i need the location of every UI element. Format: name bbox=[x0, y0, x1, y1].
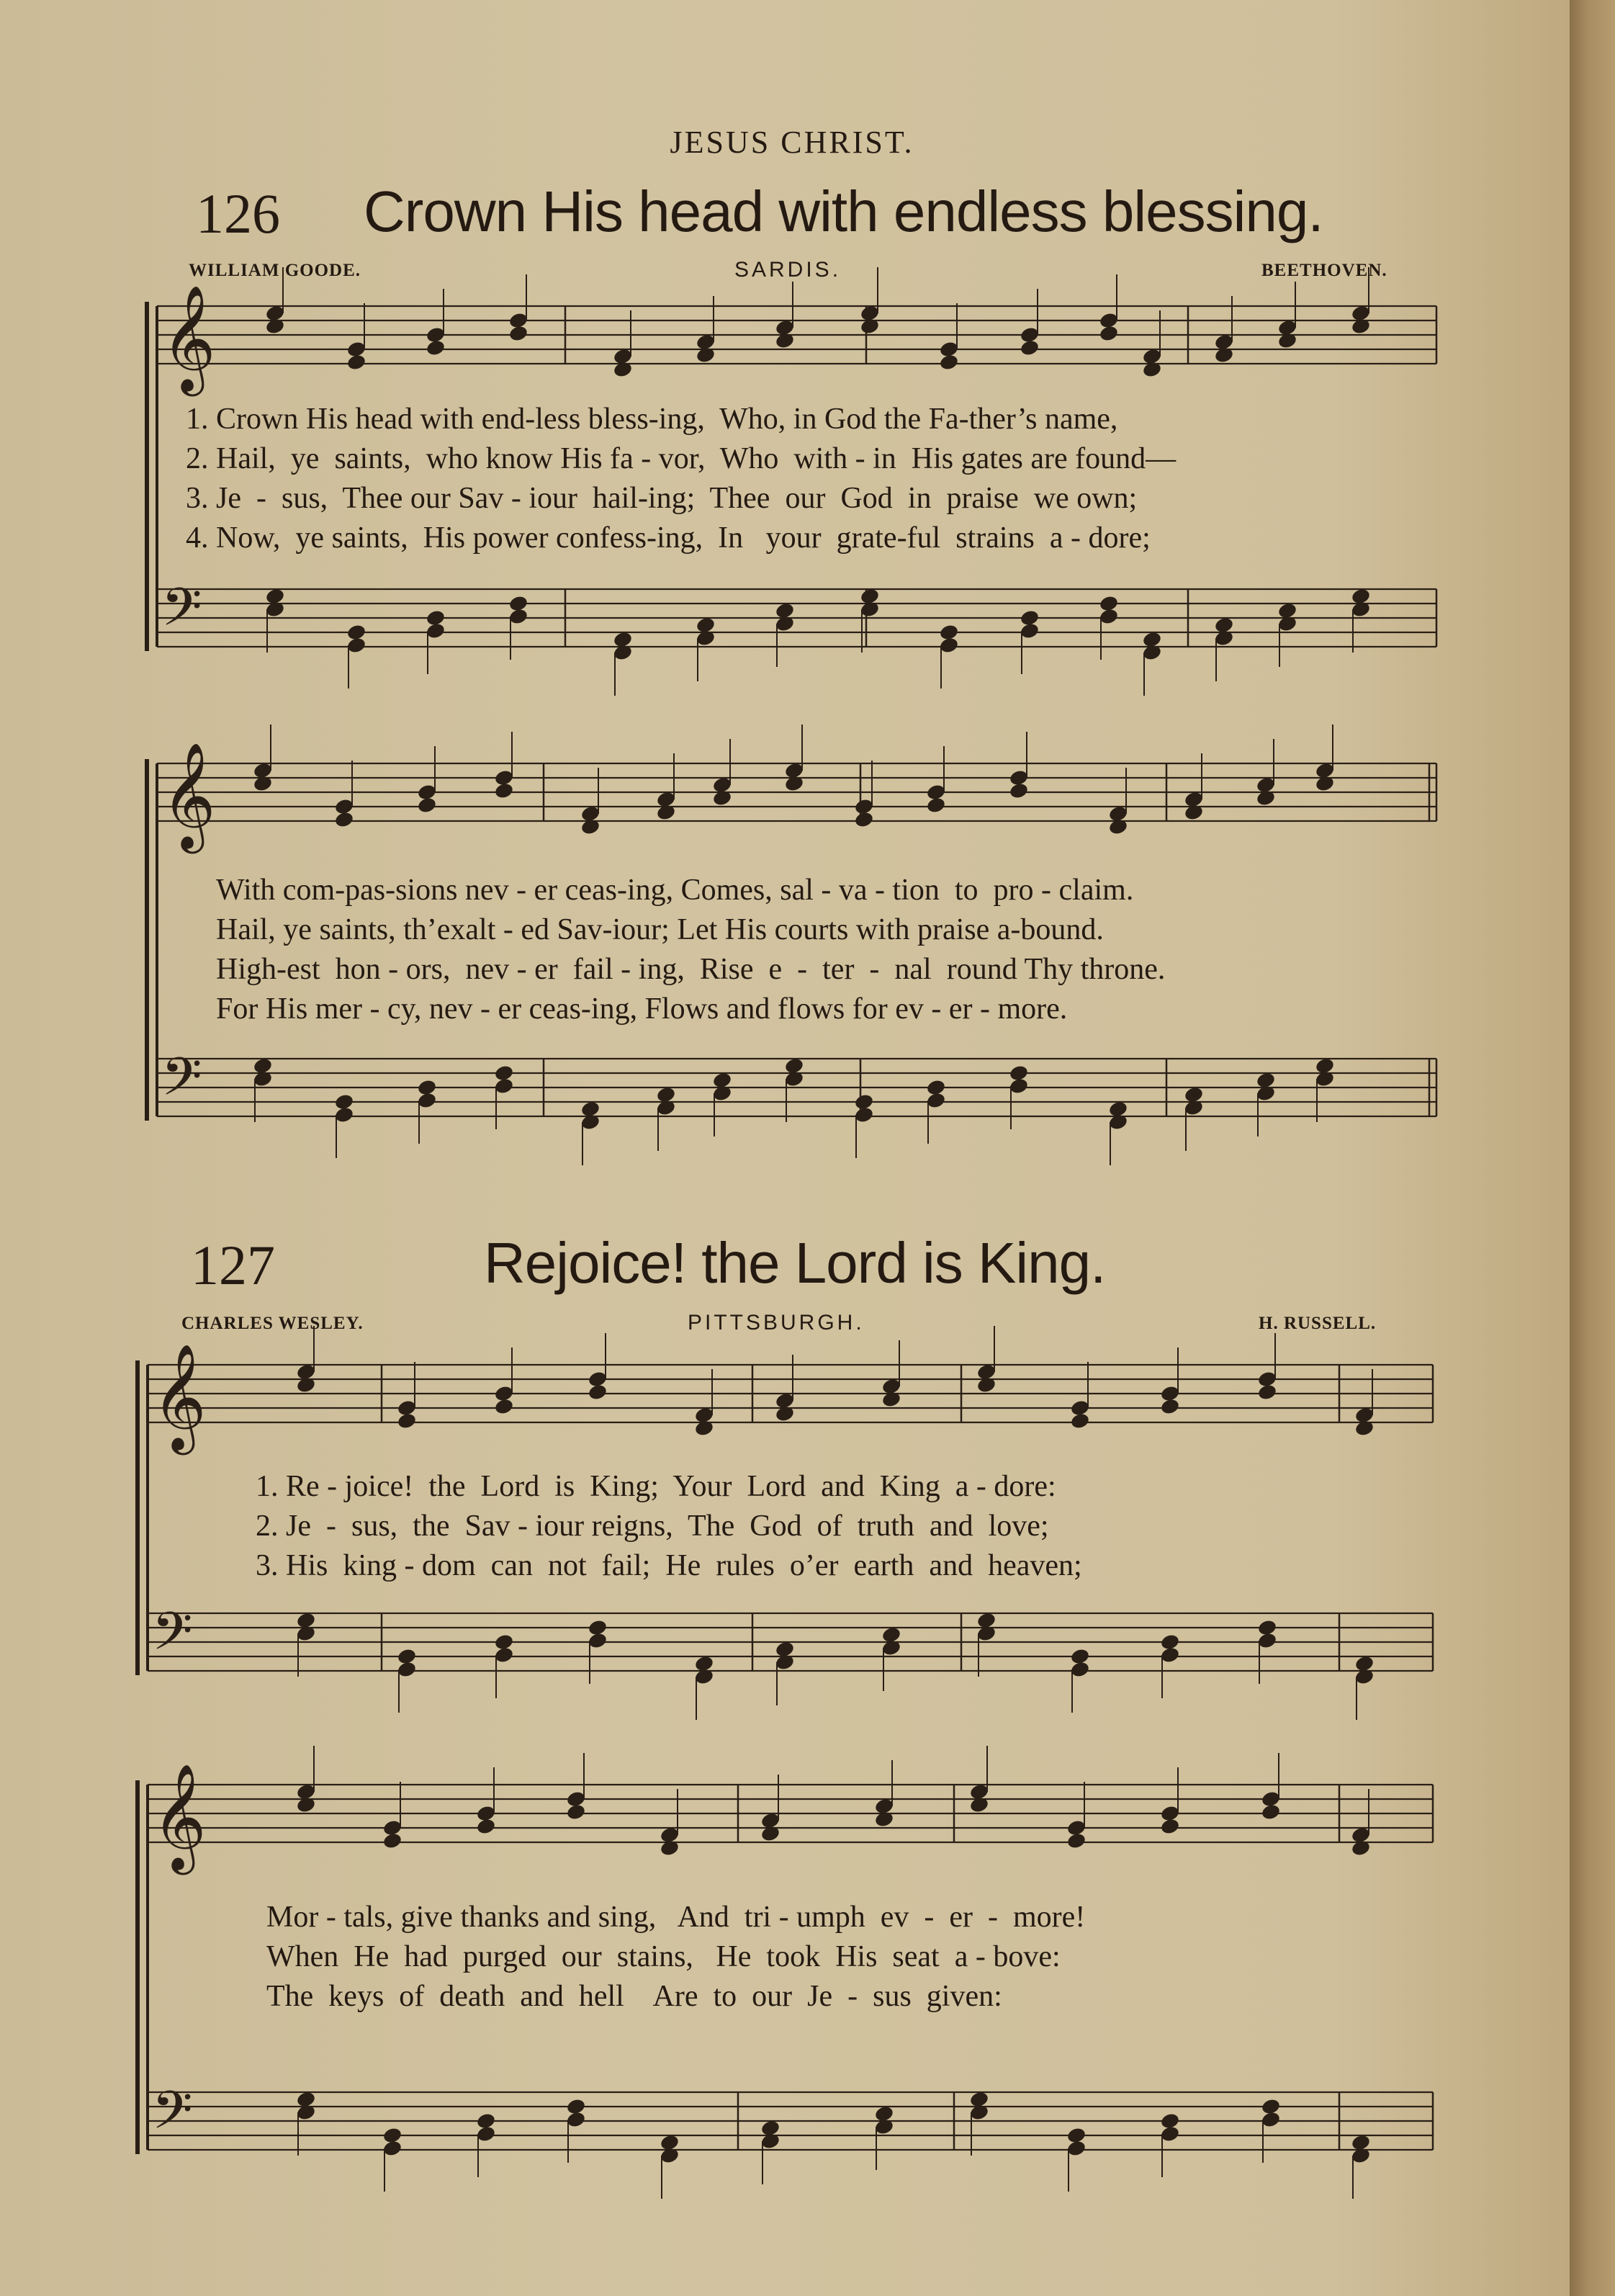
hymn-127-system-2-treble-note bbox=[1261, 1803, 1282, 1821]
hymn-126-composer: BEETHOVEN. bbox=[1261, 261, 1387, 280]
hymn-127-verse-line-2: 2. Je - sus, the Sav - iour reigns, The God of truth and love; bbox=[256, 1510, 1049, 1543]
hymn-127-title: Rejoice! the Lord is King. bbox=[484, 1231, 1106, 1295]
section-heading: JESUS CHRIST. bbox=[670, 125, 914, 160]
hymn-126-refrain-line-1: With com-pas-sions nev - er ceas-ing, Comes, sal - va - tion to pro - claim. bbox=[216, 874, 1134, 907]
hymn-126-system-2-treble-note bbox=[334, 810, 355, 828]
hymn-126-system-2-treble-note bbox=[417, 796, 438, 814]
hymn-126-system-1-treble-note bbox=[1099, 324, 1120, 342]
hymn-127-system-1-treble-note bbox=[1070, 1412, 1091, 1430]
hymn-126-verse-line-1: 1. Crown His head with end-less bless-ing, Who, in God the Fa-ther’s name, bbox=[186, 403, 1118, 436]
hymn-127-refrain-line-3: The keys of death and hell Are to our Je - sus given: bbox=[266, 1980, 1002, 2013]
hymn-126-verse-line-3: 3. Je - sus, Thee our Sav - iour hail-ing; Thee our God in praise we own; bbox=[186, 482, 1138, 515]
hymn-127-system-2-treble-clef: 𝄞 bbox=[152, 1763, 207, 1870]
hymn-126-system-2-treble-note bbox=[854, 810, 875, 828]
hymn-126-system-2-treble-note bbox=[1009, 781, 1030, 799]
hymn-127-composer: H. RUSSELL. bbox=[1259, 1314, 1377, 1333]
hymn-126-refrain-line-2: Hail, ye saints, th’exalt - ed Sav-iour; Let His courts with praise a-bound. bbox=[216, 913, 1104, 946]
hymn-126-system-2-treble-note bbox=[494, 781, 515, 799]
hymn-127-number: 127 bbox=[191, 1234, 275, 1296]
hymn-127-system-2-bass-clef: 𝄢 bbox=[152, 2079, 193, 2153]
hymn-127-system-1-treble-note bbox=[588, 1383, 608, 1401]
hymn-127-verse-line-1: 1. Re - joice! the Lord is King; Your Lord and King a - dore: bbox=[256, 1470, 1056, 1503]
hymn-127-system-1-treble-note bbox=[397, 1412, 418, 1430]
hymn-126-system-2-treble-clef: 𝄞 bbox=[161, 742, 216, 849]
hymn-126-number: 126 bbox=[196, 182, 280, 245]
hymn-126-system-2-treble-note bbox=[926, 796, 947, 814]
hymn-127-system-1-treble-clef: 𝄞 bbox=[152, 1343, 207, 1450]
hymn-127-tune: PITTSBURGH. bbox=[688, 1311, 865, 1335]
hymn-127-system-2-treble-note bbox=[566, 1803, 587, 1821]
hymn-126-system-1-treble-note bbox=[1020, 338, 1040, 356]
hymn-127-system-2-treble-note bbox=[1066, 1831, 1087, 1849]
hymn-127-system-1-treble-note bbox=[1257, 1383, 1278, 1401]
hymn-126-system-2-bass-clef: 𝄢 bbox=[161, 1046, 202, 1120]
hymn-126-system-1-treble-note bbox=[426, 338, 446, 356]
hymn-127-author: CHARLES WESLEY. bbox=[181, 1314, 364, 1333]
hymn-126-refrain-line-3: High-est hon - ors, nev - er fail - ing, Rise e - ter - nal round Thy throne. bbox=[216, 953, 1166, 986]
hymn-127-refrain-line-2: When He had purged our stains, He took His seat a - bove: bbox=[266, 1940, 1061, 1973]
hymn-127-system-2-treble-note bbox=[1160, 1817, 1181, 1835]
hymn-126-refrain-line-4: For His mer - cy, nev - er ceas-ing, Flows and flows for ev - er - more. bbox=[216, 992, 1068, 1026]
hymn-126-title: Crown His head with endless blessing. bbox=[364, 179, 1323, 243]
hymn-127-system-1-bass-clef: 𝄢 bbox=[152, 1600, 193, 1674]
hymn-126-system-1-treble-note bbox=[508, 324, 529, 342]
hymn-126-author: WILLIAM GOODE. bbox=[189, 261, 361, 280]
hymn-126-system-1-bass-clef: 𝄢 bbox=[161, 576, 202, 650]
hymn-126-verse-line-2: 2. Hail, ye saints, who know His fa - vor, Who with - in His gates are found— bbox=[186, 442, 1177, 475]
hymn-127-system-2-treble-note bbox=[382, 1831, 403, 1849]
hymn-126-system-1-treble-clef: 𝄞 bbox=[161, 284, 216, 392]
hymn-127-verse-line-3: 3. His king - dom can not fail; He rules o’er earth and heaven; bbox=[256, 1549, 1082, 1582]
hymn-127-system-1-treble-note bbox=[1160, 1397, 1181, 1415]
hymn-127-system-2-treble-note bbox=[476, 1817, 497, 1835]
hymn-127-refrain-line-1: Mor - tals, give thanks and sing, And tri - umph ev - er - more! bbox=[266, 1901, 1086, 1934]
hymn-126-system-1-treble-note bbox=[346, 353, 367, 371]
hymn-126-tune: SARDIS. bbox=[734, 258, 842, 282]
hymn-127-system-1-treble-note bbox=[494, 1397, 515, 1415]
hymn-126-verse-line-4: 4. Now, ye saints, His power confess-ing, In your grate-ful strains a - dore; bbox=[186, 521, 1151, 555]
hymn-126-system-1-treble-note bbox=[939, 353, 960, 371]
